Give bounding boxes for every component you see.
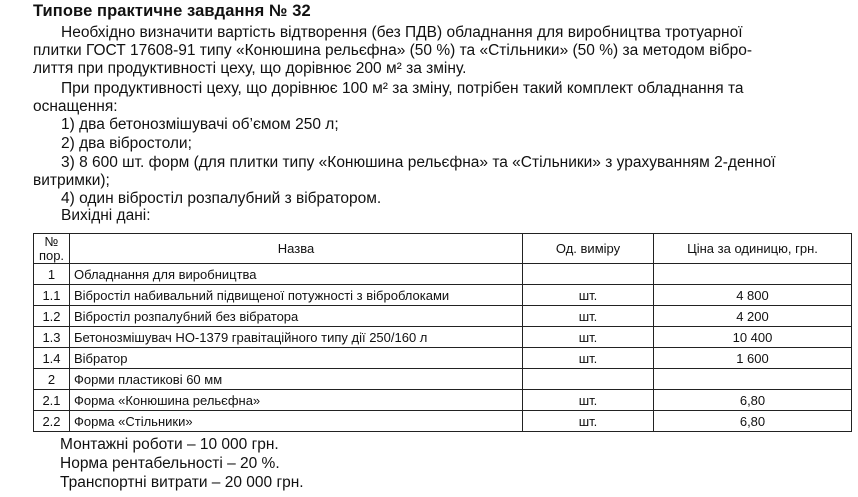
row-unit-cell: шт.: [523, 411, 654, 432]
row-name-cell: Форма «Стільники»: [70, 411, 523, 432]
row-name-cell: Вібростіл набивальний підвищеної потужності з віброблоками: [70, 285, 523, 306]
table-row: [34, 411, 852, 432]
row-name-cell: Форми пластикові 60 мм: [70, 369, 523, 390]
row-number-cell: 1.1: [34, 285, 70, 306]
row-number-cell: 1.3: [34, 327, 70, 348]
list-item: 4) один вібростіл розпалубний з вібратором.: [61, 190, 382, 207]
row-number-cell: 2.2: [34, 411, 70, 432]
header-price: Ціна за одиницю, грн.: [654, 234, 852, 264]
list-item: 3) 8 600 шт. форм (для плитки типу «Конюшина рельєфна» та «Стільники» з урахуванням 2-денної: [61, 154, 776, 171]
list-item: 2) два вібростоли;: [61, 135, 192, 152]
table-row: [34, 306, 852, 327]
row-name-cell: Обладнання для виробництва: [70, 264, 523, 285]
row-price-cell: 6,80: [654, 411, 852, 432]
table-row: [34, 348, 852, 369]
table-header-row: [34, 234, 852, 264]
intro-line: лиття при продуктивності цеху, що дорівнює 200 м² за зміну.: [33, 60, 467, 77]
row-unit-cell: шт.: [523, 327, 654, 348]
intro-line: плитки ГОСТ 17608-91 типу «Конюшина рельєфна» (50 %) та «Стільники» (50 %) за методом вібро-: [33, 42, 753, 59]
row-number-cell: 1.4: [34, 348, 70, 369]
equipment-list: [33, 116, 851, 211]
table-row: [34, 264, 852, 285]
row-unit-cell: [523, 264, 654, 285]
installation-cost: Монтажні роботи – 10 000 грн.: [60, 436, 279, 453]
row-price-cell: [654, 369, 852, 390]
row-price-cell: 6,80: [654, 390, 852, 411]
row-name-cell: Форма «Конюшина рельєфна»: [70, 390, 523, 411]
equipment-table: [33, 233, 852, 432]
row-unit-cell: шт.: [523, 348, 654, 369]
row-price-cell: 4 200: [654, 306, 852, 327]
intro-paragraph: [33, 24, 851, 78]
task-title: Типове практичне завдання № 32: [33, 2, 311, 20]
row-name-cell: Бетонозмішувач НО-1379 гравітаційного типу дії 250/160 л: [70, 327, 523, 348]
row-price-cell: 1 600: [654, 348, 852, 369]
row-unit-cell: шт.: [523, 285, 654, 306]
profitability-rate: Норма рентабельності – 20 %.: [60, 455, 280, 472]
table-row: [34, 369, 852, 390]
row-name-cell: Вібростіл розпалубний без вібратора: [70, 306, 523, 327]
table-row: [34, 390, 852, 411]
row-unit-cell: шт.: [523, 390, 654, 411]
row-number-cell: 1.2: [34, 306, 70, 327]
condition-line: оснащення:: [33, 98, 118, 115]
condition-line: При продуктивності цеху, що дорівнює 100 м² за зміну, потрібен такий комплект обладнання та: [61, 80, 744, 97]
initial-data-label: Вихідні дані:: [61, 207, 151, 224]
row-price-cell: 4 800: [654, 285, 852, 306]
row-name-cell: Вібратор: [70, 348, 523, 369]
row-number-cell: 2.1: [34, 390, 70, 411]
row-number-cell: 2: [34, 369, 70, 390]
table-row: [34, 285, 852, 306]
transport-cost: Транспортні витрати – 20 000 грн.: [60, 474, 304, 491]
intro-line: Необхідно визначити вартість відтворення (без ПДВ) обладнання для виробництва тротуарної: [61, 24, 743, 41]
row-unit-cell: шт.: [523, 306, 654, 327]
row-price-cell: 10 400: [654, 327, 852, 348]
row-unit-cell: [523, 369, 654, 390]
list-item: 1) два бетонозмішувачі об’ємом 250 л;: [61, 116, 339, 133]
header-unit: Од. виміру: [523, 234, 654, 264]
condition-paragraph: [33, 80, 851, 116]
table-row: [34, 327, 852, 348]
row-price-cell: [654, 264, 852, 285]
row-number-cell: 1: [34, 264, 70, 285]
header-num: № пор.: [34, 234, 70, 264]
list-item-continuation: витримки);: [33, 172, 110, 189]
header-name: Назва: [70, 234, 523, 264]
